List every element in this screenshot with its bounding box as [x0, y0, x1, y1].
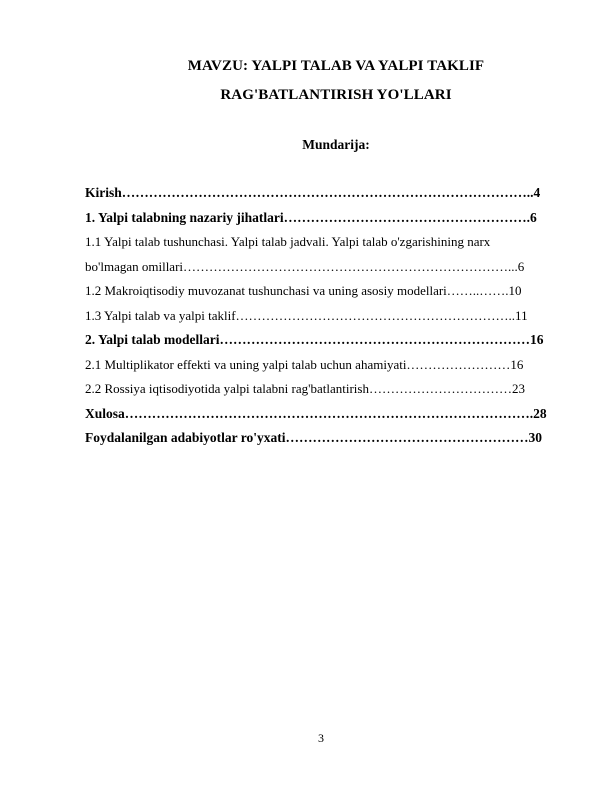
toc-entry: Foydalanilgan adabiyotlar ro'yxati………………………………………………30 [85, 430, 543, 445]
toc-entry: 2. Yalpi talab modellari……………………………………………………………16 [85, 332, 544, 347]
toc-entry: 1.3 Yalpi talab va yalpi taklif………………………………………………………..11 [85, 307, 528, 323]
toc-entry: bo'lmagan omillari…………………………………………………………………...6 [85, 258, 525, 274]
toc-entry: 2.1 Multiplikator effekti va uning yalpi talab uchun ahamiyati……………………16 [85, 356, 524, 372]
toc-entry: Kirish………………………………………………………………………………..4 [85, 185, 541, 200]
toc-entry: 2.2 Rossiya iqtisodiyotida yalpi talabni rag'batlantirish……………………………23 [85, 381, 525, 396]
table-of-contents [85, 181, 567, 451]
document-title-line-1: MAVZU: YALPI TALAB VA YALPI TAKLIF [187, 58, 485, 74]
toc-entry: 1. Yalpi talabning nazariy jihatlari……………………………………………….6 [85, 209, 537, 225]
toc-entry: 1.2 Makroiqtisodiy muvozanat tushunchasi va uning asosiy modellari……..…….10 [85, 283, 522, 298]
contents-heading: Mundarija: [302, 137, 370, 152]
toc-entry: Xulosa……………………………………………………………………………….28 [85, 405, 547, 421]
document-title-line-2: RAG'BATLANTIRISH YO'LLARI [220, 87, 452, 103]
toc-entry: 1.1 Yalpi talab tushunchasi. Yalpi talab jadvali. Yalpi talab o'zgarishining narx [85, 234, 491, 249]
page-number: 3 [318, 731, 324, 745]
